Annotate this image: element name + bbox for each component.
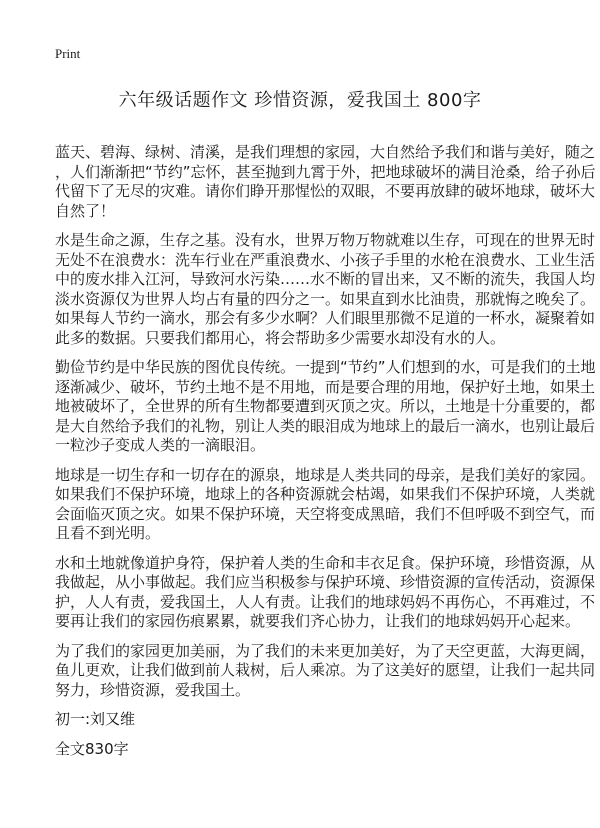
article-body (55, 143, 596, 769)
paragraph (55, 143, 596, 221)
author-text: 初一:刘又维 (55, 710, 136, 728)
paragraph-line: 地被破坏了，全世界的所有生物都要遭到灭顶之灾。所以，土地是十分重要的，都 (55, 397, 596, 415)
paragraph (55, 231, 596, 348)
paragraph-line: 要再让我们的家园伤痕累累，就要我们齐心协力，让我们的地球妈妈开心起来。 (55, 612, 581, 630)
paragraph-line: 鱼儿更欢，让我们做到前人栽树，后人乘凉。为了这美好的愿望，让我们一起共同 (55, 661, 596, 679)
paragraph-line: 地球是一切生存和一切存在的源泉，地球是人类共同的母亲，是我们美好的家园。 (55, 465, 596, 484)
page-title: 六年级话题作文 珍惜资源，爱我国土 800字 (118, 90, 482, 111)
paragraph (55, 641, 596, 701)
paragraph-line: 如果每人节约一滴水，那会有多少水啊？人们眼里那微不足道的一杯水，凝聚着如 (55, 309, 596, 327)
paragraph-line: 为了我们的家园更加美丽，为了我们的未来更加美好，为了天空更蓝，大海更阔， (55, 641, 596, 660)
paragraph-line: 护，人人有责，爱我国土，人人有责。让我们的地球妈妈不再伤心，不再难过，不 (55, 592, 596, 611)
paragraph-line: 会面临灭顶之灾。如果不保护环境，天空将变成黑暗，我们不但呼吸不到空气，而 (55, 504, 596, 523)
paragraph-line: 无处不在浪费水：洗车行业在严重浪费水、小孩子手里的水枪在浪费水、工业生活 (55, 250, 596, 269)
paragraph-line: 水和土地就像道护身符，保护着人类的生命和丰衣足食。保护环境，珍惜资源，从 (55, 553, 596, 572)
print-link[interactable]: Print (55, 46, 81, 61)
paragraph-line: 是大自然给予我们的礼物，别让人类的眼泪成为地球上的最后一滴水，也别让最后 (55, 416, 596, 435)
paragraph-line: 且看不到光明。 (55, 524, 161, 542)
paragraph-line: 水是生命之源，生存之基。没有水，世界万物万物就难以生存，可现在的世界无时 (55, 231, 596, 249)
paragraph-line: 代留下了无尽的灾难。请你们睁开那惺忪的双眼，不要再放肆的破坏地球，破坏大 (55, 182, 596, 200)
paragraph (55, 553, 596, 632)
word-count (55, 740, 555, 760)
paragraph (55, 358, 596, 456)
word-count-text: 全文830字 (55, 739, 129, 758)
paragraph-line: ，人们渐渐把“节约”忘怀，甚至抛到九霄于外，把地球破坏的满目沧桑，给子孙后 (55, 162, 596, 181)
author-line (55, 710, 555, 730)
paragraph-line: 勤俭节约是中华民族的图优良传统。一提到“节约”人们想到的水，可是我们的土地 (55, 358, 596, 376)
paragraph-line: 中的废水排入江河，导致河水污染……水不断的冒出来，又不断的流失，我国人均 (55, 270, 596, 288)
paragraph-line: 一粒沙子变成人类的一滴眼泪。 (55, 436, 266, 454)
paragraph-line: 努力，珍惜资源，爱我国土。 (55, 680, 251, 699)
paragraph-line: 淡水资源仅为世界人均占有量的四分之一。如果直到水比油贵，那就悔之晚矣了。 (55, 289, 596, 308)
paragraph-line: 蓝天、碧海、绿树、清溪，是我们理想的家园，大自然给予我们和谐与美好，随之 (55, 143, 596, 161)
paragraph-line: 如果我们不保护环境，地球上的各种资源就会枯竭，如果我们不保护环境，人类就 (55, 485, 596, 503)
paragraph-line: 我做起，从小事做起。我们应当积极参与保护环境、珍惜资源的宣传活动，资源保 (55, 573, 596, 591)
paragraph-line: 此多的数据。只要我们都用心，将会帮助多少需要水却没有水的人。 (55, 328, 506, 347)
paragraph-line: 逐渐减少、破坏，节约土地不是不用地，而是要合理的用地，保护好土地，如果土 (55, 377, 596, 396)
paragraph (55, 465, 596, 544)
paragraph-line: 自然了！ (55, 201, 116, 220)
